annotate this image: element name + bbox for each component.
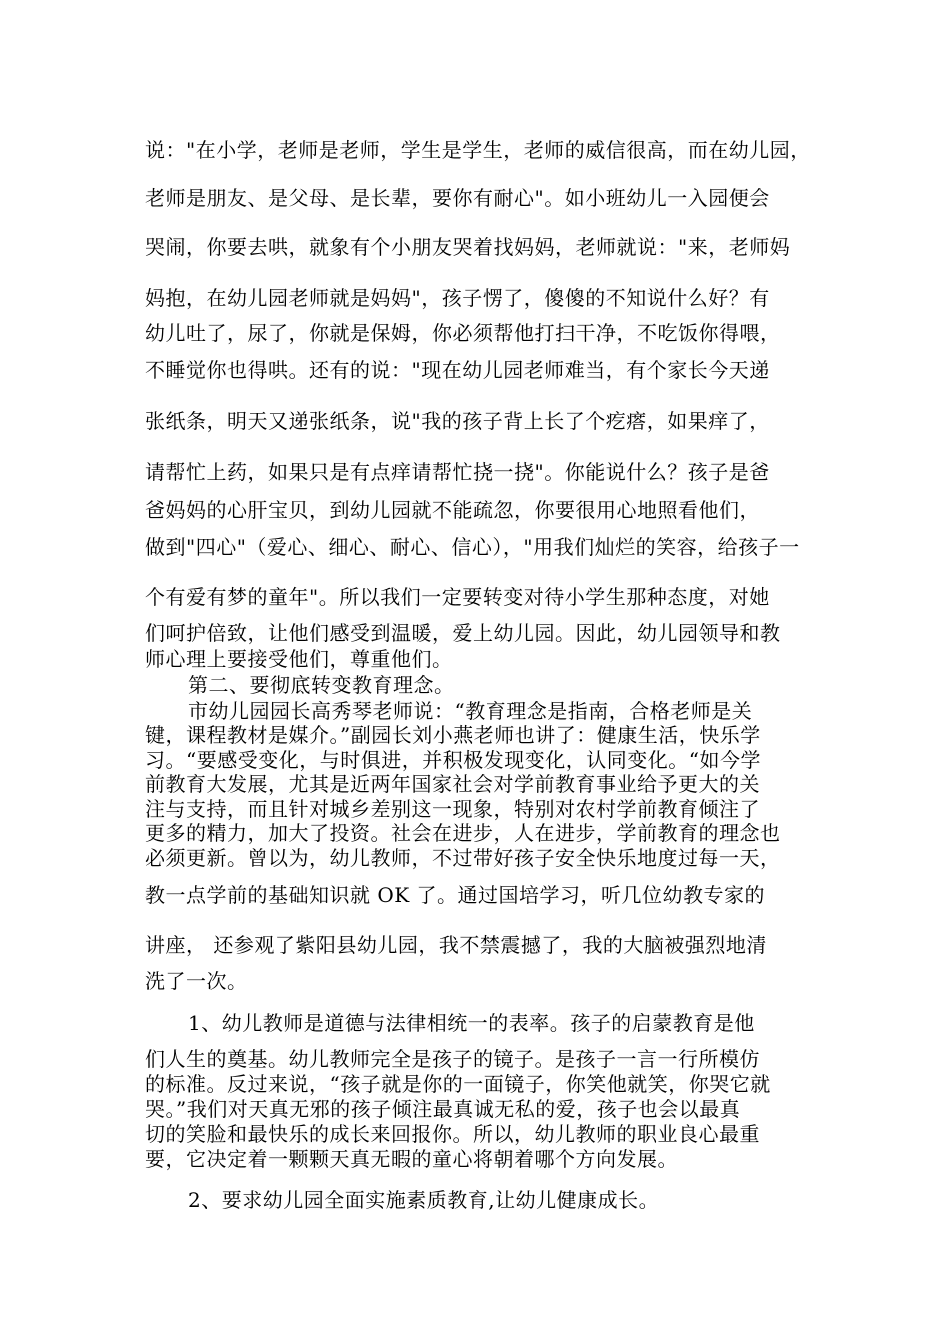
text-line: 妈抱，在幼儿园老师就是妈妈"，孩子愣了，傻傻的不知说什么好？有 [145, 286, 770, 310]
text-line: 讲座， 还参观了紫阳县幼儿园，我不禁震撼了，我的大脑被强烈地清 [145, 933, 767, 957]
text-line: 哭。”我们对天真无邪的孩子倾注最真诚无私的爱，孩子也会以最真 [145, 1097, 741, 1121]
text-line: 请帮忙上药，如果只是有点痒请帮忙挠一挠"。你能说什么？孩子是爸 [145, 460, 770, 484]
text-line: 洗了一次。 [145, 969, 248, 993]
text-line: 切的笑脸和最快乐的成长来回报你。所以，幼儿教师的职业良心最重 [145, 1122, 760, 1146]
text-line: 注与支持，而且针对城乡差别这一现象，特别对农村学前教育倾注了 [145, 797, 760, 821]
text-line: 说："在小学，老师是老师，学生是学生，老师的威信很高，而在幼儿园， [145, 138, 811, 162]
numbered-item-1: 1、幼儿教师是道德与法律相统一的表率。孩子的启蒙教育是他 [188, 1011, 755, 1035]
text-line: 们呵护倍致，让他们感受到温暖，爱上幼儿园。因此，幼儿园领导和教 [145, 621, 781, 645]
text-line: 要，它决定着一颗颗天真无暇的童心将朝着哪个方向发展。 [145, 1147, 678, 1171]
text-line: 键，课程教材是媒介。”副园长刘小燕老师也讲了：健康生活，快乐学 [145, 723, 761, 747]
text-line: 老师是朋友、是父母、是长辈，要你有耐心"。如小班幼儿一入园便会 [145, 186, 770, 210]
text-line: 必须更新。曾以为，幼儿教师，不过带好孩子安全快乐地度过每一天， [145, 846, 781, 870]
text-line: 更多的精力，加大了投资。社会在进步，人在进步，学前教育的理念也 [145, 821, 781, 845]
text-line: 的标准。反过来说，“孩子就是你的一面镜子，你笑他就笑，你哭它就 [145, 1072, 771, 1096]
text-line: 习。“要感受变化，与时俱进，并积极发现变化，认同变化。“如今学 [145, 748, 761, 772]
section-heading: 第二、要彻底转变教育理念。 [188, 673, 455, 697]
text-line: 市幼儿园园长高秀琴老师说：“教育理念是指南，合格老师是关 [188, 699, 753, 723]
text-line: 哭闹，你要去哄，就象有个小朋友哭着找妈妈，老师就说："来，老师妈 [145, 235, 791, 259]
text-line: 师心理上要接受他们，尊重他们。 [145, 647, 453, 671]
text-line: 们人生的奠基。幼儿教师完全是孩子的镜子。是孩子一言一行所模仿 [145, 1047, 760, 1071]
numbered-item-2: 2、要求幼儿园全面实施素质教育,让幼儿健康成长。 [188, 1188, 660, 1212]
text-line: 前教育大发展，尤其是近两年国家社会对学前教育事业给予更大的关 [145, 772, 760, 796]
text-line: 不睡觉你也得哄。还有的说："现在幼儿园老师难当，有个家长今天递 [145, 358, 770, 382]
text-line: 教一点学前的基础知识就 OK 了。通过国培学习，听几位幼教专家的 [145, 883, 766, 907]
text-line: 张纸条，明天又递张纸条，说"我的孩子背上长了个疙瘩，如果痒了， [145, 409, 770, 433]
text-line: 幼儿吐了，尿了，你就是保姆，你必须帮他打扫干净，不吃饭你得喂， [145, 321, 781, 345]
text-line: 做到"四心"（爱心、细心、耐心、信心），"用我们灿烂的笑容，给孩子一 [145, 535, 800, 559]
text-line: 个有爱有梦的童年"。所以我们一定要转变对待小学生那种态度，对她 [145, 585, 770, 609]
text-line: 爸妈妈的心肝宝贝，到幼儿园就不能疏忽，你要很用心地照看他们， [145, 498, 760, 522]
